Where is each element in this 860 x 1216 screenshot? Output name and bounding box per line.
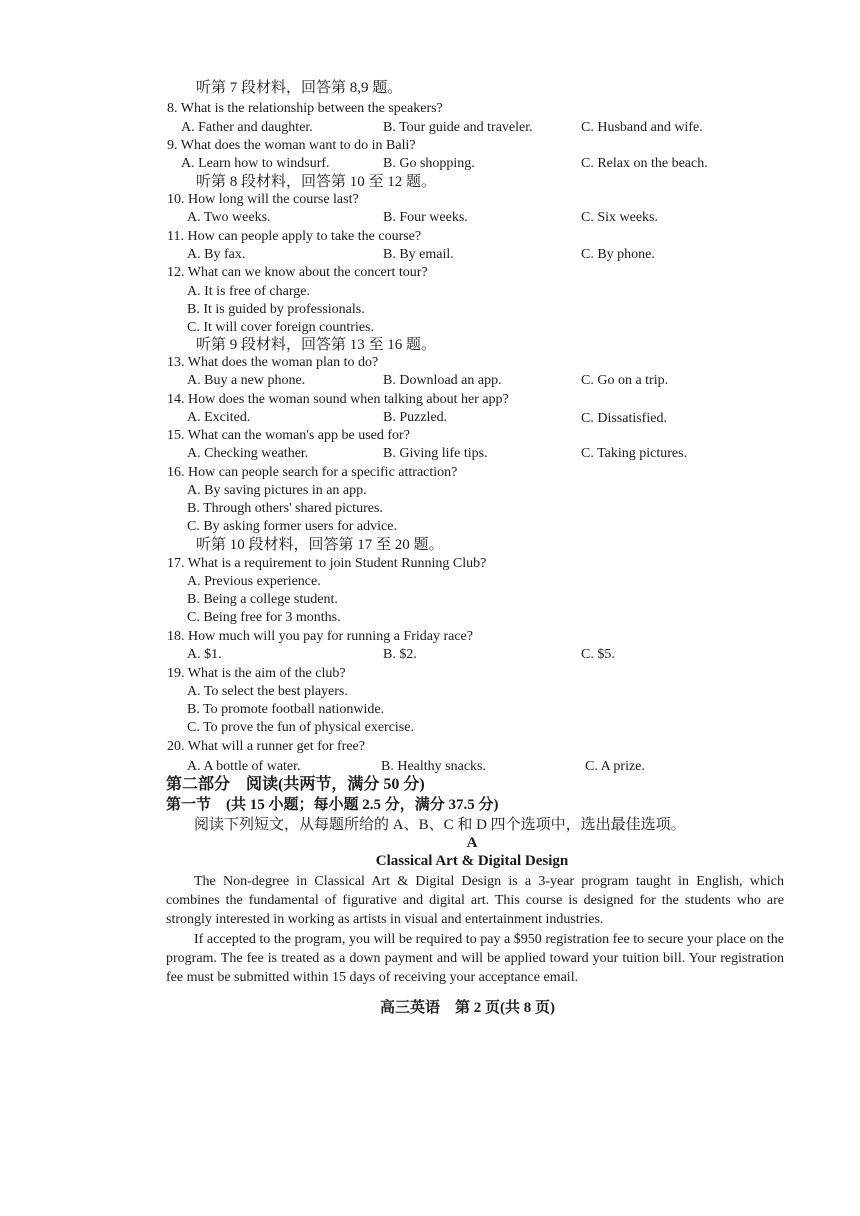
q12-option-b: B. It is guided by professionals. (187, 302, 365, 317)
q10-option-a: A. Two weeks. (187, 210, 271, 225)
question-19: 19. What is the aim of the club? (167, 666, 346, 681)
question-12: 12. What can we know about the concert tour? (167, 265, 428, 280)
q16-option-c: C. By asking former users for advice. (187, 519, 397, 534)
q15-option-c: C. Taking pictures. (581, 446, 688, 461)
q14-option-b: B. Puzzled. (383, 410, 448, 425)
q11-option-a: A. By fax. (187, 247, 246, 262)
q18-option-a: A. $1. (187, 647, 222, 662)
q20-option-a: A. A bottle of water. (187, 759, 301, 774)
q8-option-c: C. Husband and wife. (581, 120, 703, 135)
q19-option-a: A. To select the best players. (187, 684, 348, 699)
question-8: 8. What is the relationship between the speakers? (167, 101, 443, 116)
q15-option-a: A. Checking weather. (187, 446, 309, 461)
q17-option-c: C. Being free for 3 months. (187, 610, 341, 625)
q9-option-b: B. Go shopping. (383, 156, 475, 171)
q14-option-c: C. Dissatisfied. (581, 411, 667, 426)
q12-option-c: C. It will cover foreign countries. (187, 320, 375, 335)
section-heading-9: 听第 9 段材料，回答第 13 至 16 题。 (196, 337, 437, 353)
q15-option-b: B. Giving life tips. (383, 446, 488, 461)
q14-option-a: A. Excited. (187, 410, 251, 425)
section-one-title: 第一节 (共 15 小题；每小题 2.5 分，满分 37.5 分) (166, 797, 499, 813)
q11-option-c: C. By phone. (581, 247, 655, 262)
q16-option-a: A. By saving pictures in an app. (187, 483, 367, 498)
question-18: 18. How much will you pay for running a Friday race? (167, 629, 473, 644)
question-16: 16. How can people search for a specific attraction? (167, 465, 458, 480)
section-heading-8: 听第 8 段材料，回答第 10 至 12 题。 (196, 174, 437, 190)
question-20: 20. What will a runner get for free? (167, 739, 365, 754)
q9-option-c: C. Relax on the beach. (581, 156, 708, 171)
q13-option-b: B. Download an app. (383, 373, 502, 388)
question-10: 10. How long will the course last? (167, 192, 359, 207)
q16-option-b: B. Through others' shared pictures. (187, 501, 383, 516)
q10-option-b: B. Four weeks. (383, 210, 468, 225)
passage-paragraph-1: The Non-degree in Classical Art & Digital Design is a 3-year program taught in English, which combines the fundamental of figurative and digital art. This course is designed for the students who are strongly interested in working as artists in visual and entertainment industries. (166, 874, 784, 927)
question-11: 11. How can people apply to take the course? (167, 229, 422, 244)
section-heading-7: 听第 7 段材料，回答第 8,9 题。 (196, 80, 403, 96)
passage-letter: A (466, 835, 478, 851)
page-footer: 高三英语 第 2 页(共 8 页) (380, 1000, 555, 1016)
question-17: 17. What is a requirement to join Student Running Club? (167, 556, 487, 571)
q20-option-c: C. A prize. (585, 759, 645, 774)
reading-instruction: 阅读下列短文，从每题所给的 A、B、C 和 D 四个选项中，选出最佳选项。 (194, 817, 686, 833)
question-15: 15. What can the woman's app be used for? (167, 428, 410, 443)
section-heading-10: 听第 10 段材料，回答第 17 至 20 题。 (196, 537, 444, 553)
q8-option-b: B. Tour guide and traveler. (383, 120, 533, 135)
q17-option-b: B. Being a college student. (187, 592, 338, 607)
q17-option-a: A. Previous experience. (187, 574, 321, 589)
passage-title: Classical Art & Digital Design (375, 853, 569, 869)
question-14: 14. How does the woman sound when talking about her app? (167, 392, 509, 407)
part-two-title: 第二部分 阅读(共两节，满分 50 分) (166, 776, 425, 793)
q8-option-a: A. Father and daughter. (181, 120, 313, 135)
q10-option-c: C. Six weeks. (581, 210, 658, 225)
q13-option-c: C. Go on a trip. (581, 373, 669, 388)
passage-paragraph-2: If accepted to the program, you will be required to pay a $950 registration fee to secure your place on the program. The fee is treated as a down payment and will be applied toward your tuition bill. Your registration fee must be submitted within 15 days of receiving your acceptance email. (166, 932, 784, 985)
question-13: 13. What does the woman plan to do? (167, 355, 379, 370)
question-9: 9. What does the woman want to do in Bali? (167, 138, 416, 153)
q12-option-a: A. It is free of charge. (187, 284, 310, 299)
q13-option-a: A. Buy a new phone. (187, 373, 306, 388)
q18-option-b: B. $2. (383, 647, 417, 662)
q19-option-c: C. To prove the fun of physical exercise. (187, 720, 414, 735)
q9-option-a: A. Learn how to windsurf. (181, 156, 330, 171)
q18-option-c: C. $5. (581, 647, 615, 662)
q20-option-b: B. Healthy snacks. (381, 759, 486, 774)
q19-option-b: B. To promote football nationwide. (187, 702, 385, 717)
q11-option-b: B. By email. (383, 247, 454, 262)
